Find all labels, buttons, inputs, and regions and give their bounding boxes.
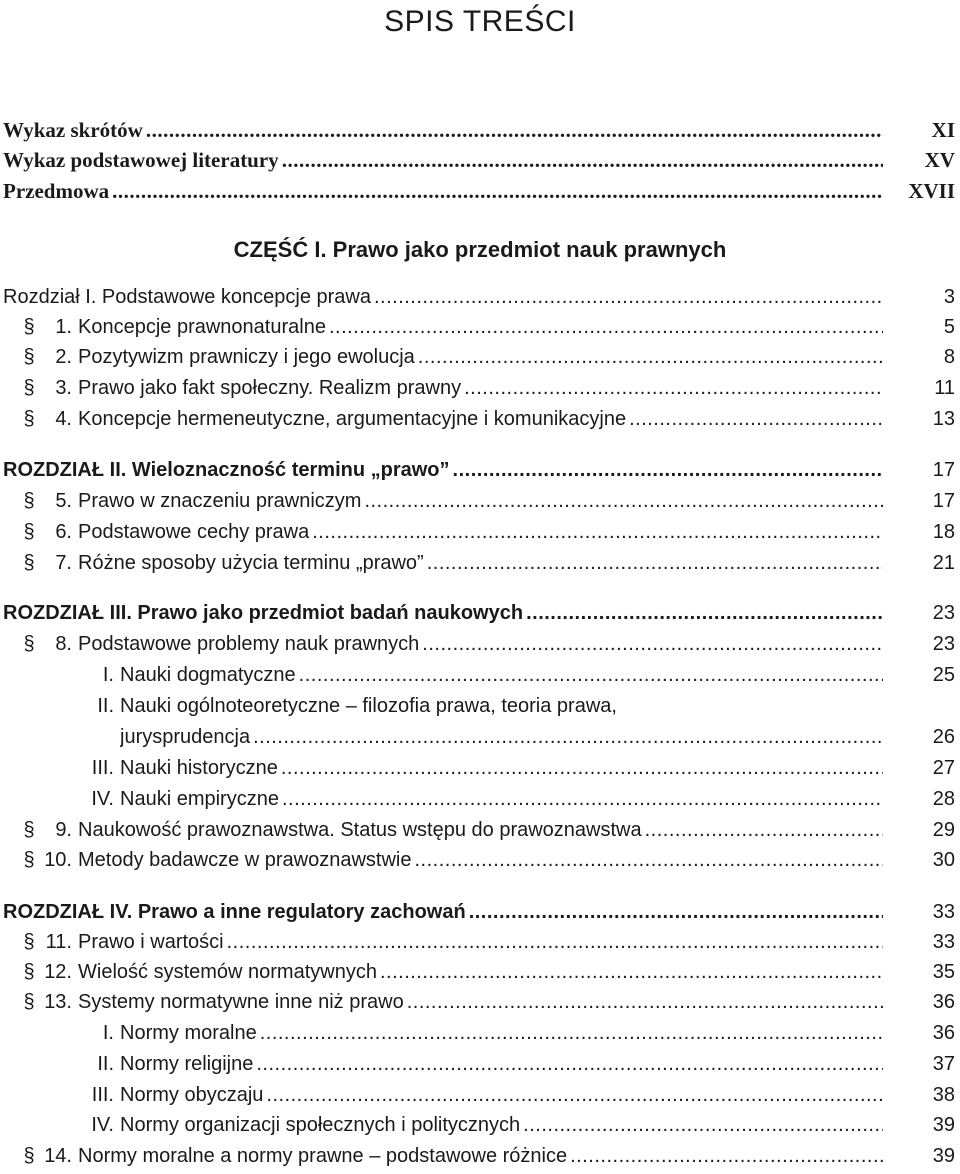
toc-entry-label: Przedmowa	[3, 179, 110, 203]
toc-entry[interactable]	[0, 176, 960, 206]
entry-number: 11.	[45, 931, 72, 953]
toc-entry-label: Nauki dogmatyczne	[120, 664, 296, 686]
section-sign: §	[23, 377, 35, 399]
toc-entry[interactable]	[0, 548, 960, 578]
chapter-label: Rozdział I. Podstawowe koncepcje prawa	[3, 286, 371, 308]
toc-entry-page: 18	[932, 521, 955, 543]
toc-entry[interactable]	[0, 115, 960, 145]
section-sign: §	[23, 931, 35, 953]
chapter-page: 23	[932, 602, 955, 624]
toc-entry-label: Normy moralne a normy prawne – podstawowe różnice	[78, 1145, 568, 1167]
toc-entry-label: Naukowość prawoznawstwa. Status wstępu do prawoznawstwa	[78, 819, 642, 841]
entry-number: 8.	[55, 633, 72, 655]
section-sign: §	[23, 819, 35, 841]
toc-entry-page: 8	[943, 346, 955, 368]
toc-entry-page: XVII	[908, 179, 955, 203]
toc-entry[interactable]	[0, 845, 960, 875]
entry-number: 4.	[55, 408, 72, 430]
toc-subentry[interactable]	[0, 753, 960, 783]
toc-entry-page: 36	[932, 991, 955, 1013]
toc-entry-label: Wykaz podstawowej literatury	[3, 148, 279, 172]
toc-entry-label: Normy organizacji społecznych i politycznych	[120, 1114, 521, 1136]
part-title: CZĘŚĆ I. Prawo jako przedmiot nauk prawnych	[233, 237, 727, 262]
toc-entry-page: 39	[932, 1114, 955, 1136]
toc-entry[interactable]	[0, 486, 960, 516]
entry-number: 6.	[55, 521, 72, 543]
entry-number: 1.	[55, 316, 72, 338]
toc-subentry[interactable]	[0, 784, 960, 814]
toc-entry-page: 21	[932, 552, 955, 574]
toc-entry-label: Normy obyczaju	[120, 1084, 264, 1106]
entry-number: 13.	[44, 991, 72, 1013]
entry-number: IV.	[91, 788, 114, 810]
toc-entry-page: 37	[932, 1053, 955, 1075]
toc-entry[interactable]	[0, 987, 960, 1017]
toc-entry-label: Metody badawcze w prawoznawstwie	[78, 849, 412, 871]
section-sign: §	[23, 1145, 35, 1167]
toc-entry-label: Podstawowe problemy nauk prawnych	[78, 633, 420, 655]
chapter-heading[interactable]	[0, 897, 960, 927]
toc-entry[interactable]	[0, 815, 960, 845]
section-sign: §	[23, 552, 35, 574]
entry-number: 9.	[55, 819, 72, 841]
entry-number: 2.	[55, 346, 72, 368]
toc-entry-label: Koncepcje hermeneutyczne, argumentacyjne i komunikacyjne	[78, 408, 627, 430]
toc-entry-page: XV	[924, 148, 955, 172]
section-sign: §	[23, 316, 35, 338]
entry-number: IV.	[91, 1114, 114, 1136]
toc-entry-label: Różne sposoby użycia terminu „prawo”	[78, 552, 424, 574]
toc-entry-page: 17	[932, 490, 955, 512]
entry-number: 12.	[44, 961, 72, 983]
section-sign: §	[23, 346, 35, 368]
toc-entry-page: 33	[932, 931, 955, 953]
chapter-heading[interactable]	[0, 455, 960, 485]
toc-entry-page: 11	[934, 377, 955, 399]
toc-entry[interactable]	[0, 342, 960, 372]
chapter-page: 33	[932, 901, 955, 923]
toc-entry-label: Pozytywizm prawniczy i jego ewolucja	[78, 346, 415, 368]
toc-subentry[interactable]	[0, 1018, 960, 1048]
toc-subentry[interactable]	[0, 660, 960, 690]
section-sign: §	[23, 849, 35, 871]
toc-entry[interactable]	[0, 927, 960, 957]
toc-entry-label: jurysprudencja	[120, 726, 251, 748]
section-sign: §	[23, 633, 35, 655]
toc-entry-page: 26	[932, 726, 955, 748]
toc-entry[interactable]	[0, 145, 960, 175]
toc-entry-page: 27	[932, 757, 955, 779]
entry-number: 7.	[55, 552, 72, 574]
toc-entry-label: Koncepcje prawnonaturalne	[78, 316, 326, 338]
toc-entry-label: Prawo i wartości	[78, 931, 224, 953]
toc-entry-page: XI	[931, 118, 955, 142]
toc-entry-page: 5	[943, 316, 955, 338]
toc-entry-label: Podstawowe cechy prawa	[78, 521, 310, 543]
toc-entry[interactable]	[0, 1141, 960, 1171]
entry-number: III.	[91, 1084, 114, 1106]
toc-entry-label: Prawo jako fakt społeczny. Realizm prawny	[78, 377, 462, 399]
toc-entry-page: 25	[932, 664, 955, 686]
entry-number: 14.	[44, 1145, 72, 1167]
chapter-heading[interactable]	[0, 598, 960, 628]
toc-entry[interactable]	[0, 404, 960, 434]
toc-subentry[interactable]	[0, 1080, 960, 1110]
chapter-label: ROZDZIAŁ IV. Prawo a inne regulatory zachowań	[3, 901, 466, 923]
entry-number: II.	[97, 1053, 114, 1075]
toc-entry-label: Systemy normatywne inne niż prawo	[78, 991, 404, 1013]
chapter-page: 3	[943, 286, 955, 308]
toc-entry-label: Normy moralne	[120, 1022, 257, 1044]
entry-number: I.	[102, 664, 114, 686]
chapter-label: ROZDZIAŁ II. Wieloznaczność terminu „prawo”	[3, 459, 450, 481]
entry-number: 5.	[55, 490, 72, 512]
entry-number: I.	[102, 1022, 114, 1044]
toc-entry-page: 13	[932, 408, 955, 430]
entry-number: 3.	[55, 377, 72, 399]
toc-entry[interactable]	[0, 517, 960, 547]
toc-entry-label: Nauki empiryczne	[120, 788, 279, 810]
toc-entry[interactable]	[0, 629, 960, 659]
chapter-label: ROZDZIAŁ III. Prawo jako przedmiot badań naukowych	[3, 602, 524, 624]
toc-entry[interactable]	[0, 373, 960, 403]
chapter-heading[interactable]	[0, 282, 960, 312]
toc-entry-label: Wykaz skrótów	[3, 118, 143, 142]
section-sign: §	[23, 408, 35, 430]
toc-entry-page: 30	[932, 849, 955, 871]
section-sign: §	[23, 961, 35, 983]
toc-entry-page: 39	[932, 1145, 955, 1167]
toc-entry[interactable]	[0, 312, 960, 342]
toc-entry-label: Wielość systemów normatywnych	[78, 961, 377, 983]
toc-entry-page: 36	[932, 1022, 955, 1044]
toc-entry-label: Normy religijne	[120, 1053, 254, 1075]
toc-entry[interactable]	[0, 957, 960, 987]
toc-subentry[interactable]	[0, 1049, 960, 1079]
section-sign: §	[23, 991, 35, 1013]
chapter-page: 17	[932, 459, 955, 481]
toc-entry-page: 28	[932, 788, 955, 810]
toc-entry-label: Prawo w znaczeniu prawniczym	[78, 490, 362, 512]
toc-entry-page: 23	[932, 633, 955, 655]
toc-entry-page: 38	[932, 1084, 955, 1106]
toc-subentry[interactable]	[0, 691, 960, 721]
entry-number: III.	[91, 757, 114, 779]
toc-entry-label: Nauki ogólnoteoretyczne – filozofia prawa, teoria prawa,	[120, 695, 617, 717]
page-title: SPIS TREŚCI	[384, 5, 576, 38]
toc-entry-page: 29	[932, 819, 955, 841]
toc-entry-label: Nauki historyczne	[120, 757, 278, 779]
toc-entry-page: 35	[932, 961, 955, 983]
entry-number: II.	[97, 695, 114, 717]
entry-number: 10.	[44, 849, 72, 871]
section-sign: §	[23, 490, 35, 512]
toc-subentry-continuation[interactable]	[0, 722, 960, 752]
toc-subentry[interactable]	[0, 1110, 960, 1140]
section-sign: §	[23, 521, 35, 543]
